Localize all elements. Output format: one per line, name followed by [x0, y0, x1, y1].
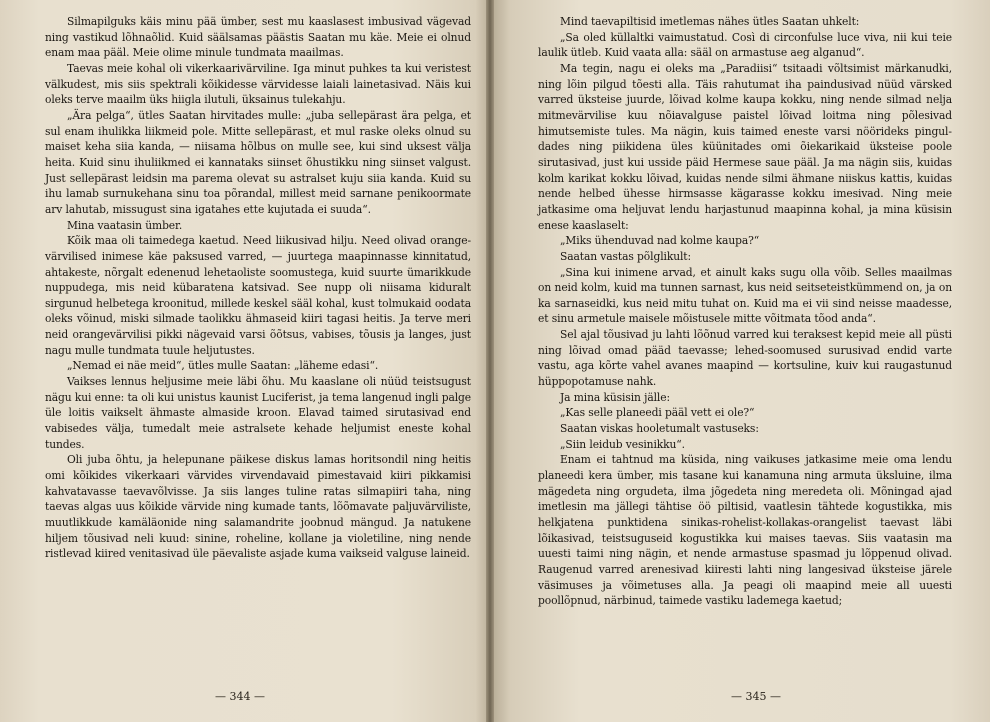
left-page-text [45, 14, 471, 562]
paragraph: Enam ei tahtnud ma küsida, ning vaikuses jatkasime meie oma lendu planeedi kera ümber, mis tasane kui kanamuna ning armuta üksluine, ilma mägedeta ning orgudeta, ilma jõgedeta ning meredeta oli. Mõningad ajad imetlesin ma jällegi tähtise öö piltisid, vaatlesin tähtede kogustikka, mis helkjatena punktidena sinikas-rohelist-kollakas-orangelist taevast läbi lõikasivad, teistsuguseid kogustikka kui maises taevas. Siis vaatasin ma uuesti taimi ning nägin, et nende armastuse spasmad ju lõppenud olivad. Raugenud varred arenesivad kiiresti lahti ning langesivad üksteise järele väsimuses ja võimetuses alla. Ja peagi oli maapind meie all uuesti poollõpnud, närbinud, taimede vastiku lademega kaetud; [538, 453, 952, 608]
page-number-right: — 345 — [731, 690, 781, 703]
paragraph: Silmapilguks käis minu pää ümber, sest mu kaaslasest imbusivad vägevad ning vastikud lõhnaõlid. Kuid säälsamas päästis Saatan mu käe. Meie ei olnud enam maa pääl. Meie olime minule tundmata maailmas. [45, 15, 471, 60]
right-page [490, 0, 990, 722]
paragraph: Ja mina küsisin jälle: [560, 390, 670, 404]
left-page [0, 0, 490, 722]
paragraph: Mind taevapiltisid imetlemas nähes ütles Saatan uhkelt: [560, 15, 860, 28]
paragraph: Saatan vastas põlglikult: [560, 249, 692, 263]
page-number-left: — 344 — [215, 690, 265, 703]
paragraph: „Kas selle planeedi pääl vett ei ole?“ [560, 406, 755, 420]
paragraph: Vaikses lennus heljusime meie läbi õhu. Mu kaaslane oli nüüd teistsugust nägu kui enne: ta oli kui unistus kaunist Luciferist, ja tema langenud ingli palge üle loitis vaikselt ähmaste almaside kroon. Elavad taimed sirutasivad end vabisedes välja, tumedalt meie astralsete kehade heljumist eneste kohal tundes. [45, 375, 472, 451]
right-page-text [538, 14, 952, 609]
paragraph: „Siin leidub vesinikku“. [560, 437, 685, 451]
paragraph: Mina vaatasin ümber. [67, 218, 183, 232]
paragraph: Saatan viskas hooletumalt vastuseks: [560, 422, 759, 436]
paragraph: „Nemad ei näe meid“, ütles mulle Saatan: „läheme edasi“. [67, 359, 379, 373]
paragraph: Kõik maa oli taimedega kaetud. Need liikusivad hilju. Need olivad orange-värvilised inimese käe paksused varred, — juurtega maapinnasse kinnitatud, ahtakeste, nõrgalt edenenud lehetaoliste soomustega, kuid suurte ümarikkude nuppudega, mis neid kübaratena katsivad. See nupp oli niisama kiduralt sirgunud helbetega kroonitud, millede keskel sääl kohal, kust tolmukaid oodata oleks võinud, miski silmade taolikku ähmaseid kiiri tagasi heitis. Ja terve meri neid orangevärvilisi pikki nägevaid varsi õõtsus, vabises, tõusis ja langes, just nagu mulle tundmata tuule heljutustes. [45, 234, 471, 357]
paragraph: Ma tegin, nagu ei oleks ma „Paradiisi“ tsitaadi võltsimist märkanudki, ning lõin pilgud tõesti alla. Täis rahutumat iha paindusivad nüüd värsked varred üksteise juurde, lõivad kolme kaupa kokku, ning nende silmad nelja mitmevärvilise kuu nõiavalguse paistel lõivad loitma ning põlesivad himutsemiste tules. Ma nägin, kuis taimed eneste varsi nöörideks pinguldades ning piikidena üles küünitades omi õiekarikaid üksteise poole sirutasivad, just kui usside päid Hermese saue pääl. Ja ma nägin siis, kuidas kolm karikat kokku lõivad, kuidas nende silmi ähmane niiskus kattis, kuidas nende helbed ühesse hirmsasse kägarasse kokku imesivad. Ning meie jatkasime oma heljuvat lendu harjastunud maapinna kohal, ja mina küsisin enese kaaslaselt: [538, 61, 952, 232]
paragraph: Oli juba õhtu, ja helepunane päikese diskus lamas horitsondil ning heitis omi kõikides vikerkaari värvides virvendavaid pimestavaid kiiri pikkamisi kahvatavasse taevavõlvisse. Ja siis langes tuline ratas silmapiiri taha, ning taevas algas uus kõikide värvide ning kumade tants, lõõmavate paljuvärviliste, muutlikkude kamäläonide ning salamandrite joobnud mängud. Ja natukene hiljem tõusivad neli kuud: sinine, roheline, kollane ja violetiline, ning nende ristlevad kiired venitasivad üle päevaliste asjade kuma vaikseid valguse laineid. [45, 453, 471, 561]
paragraph: „Miks ühenduvad nad kolme kaupa?“ [560, 234, 760, 248]
paragraph: Sel ajal tõusivad ju lahti lõõnud varred kui teraksest kepid meie all püsti ning lõivad omad pääd taevasse; lehed-soomused surusivad endid varte vastu, aga kõrte vahel avanes maapind — kortsuline, kuiv kui raugastunud hüppopotamuse nahk. [538, 328, 952, 389]
paragraph: Taevas meie kohal oli vikerkaarivärviline. Iga minut puhkes ta kui veristest välkudest, mis siis spektrali kõikidesse värvidesse laiali lainetasivad. Näis kui oleks terve maailm üks hiigla ilutuli, üksainus tulekahju. [45, 61, 471, 107]
paragraph: „Sa oled küllaltki vaimustatud. Così di circonfulse luce viva, nii kui teie laulik ütleb. Kuid vaata alla: sääl on armastuse aeg alganud“. [538, 30, 952, 60]
paragraph: „Ära pelga“, ütles Saatan hirvitades mulle: „juba sellepärast ära pelga, et sul enam ihulikka liikmeid pole. Mitte sellepärast, et mul raske oleks olnud su maiset keha siia kanda, — niisama hõlbus on mulle see, kui sind uksest välja heita. Kuid sinu ihuliikmed ei kannataks siinset õhustikku ning siinset valgust. Just sellepärast leidsin ma parema olevat su astralset kuju siia kanda. Kuid su ihu lamab surnukehana sinu toa põrandal, millest meid sarnane penikoormate arv lahutab, missugust sina igatahes ette kujutada ei suuda“. [45, 108, 471, 216]
paragraph: „Sina kui inimene arvad, et ainult kaks sugu olla võib. Selles maailmas on neid kolm, kuid ma tunnen sarnast, kus neid seitseteistkümmend on, ja on ka sarnaseidki, kus neid mitu tuhat on. Kuid ma ei vii sind neisse maadesse, et sinu armetule maisele mõistusele mitte võitmata tõod anda“. [538, 265, 952, 326]
book-gutter [486, 0, 494, 722]
